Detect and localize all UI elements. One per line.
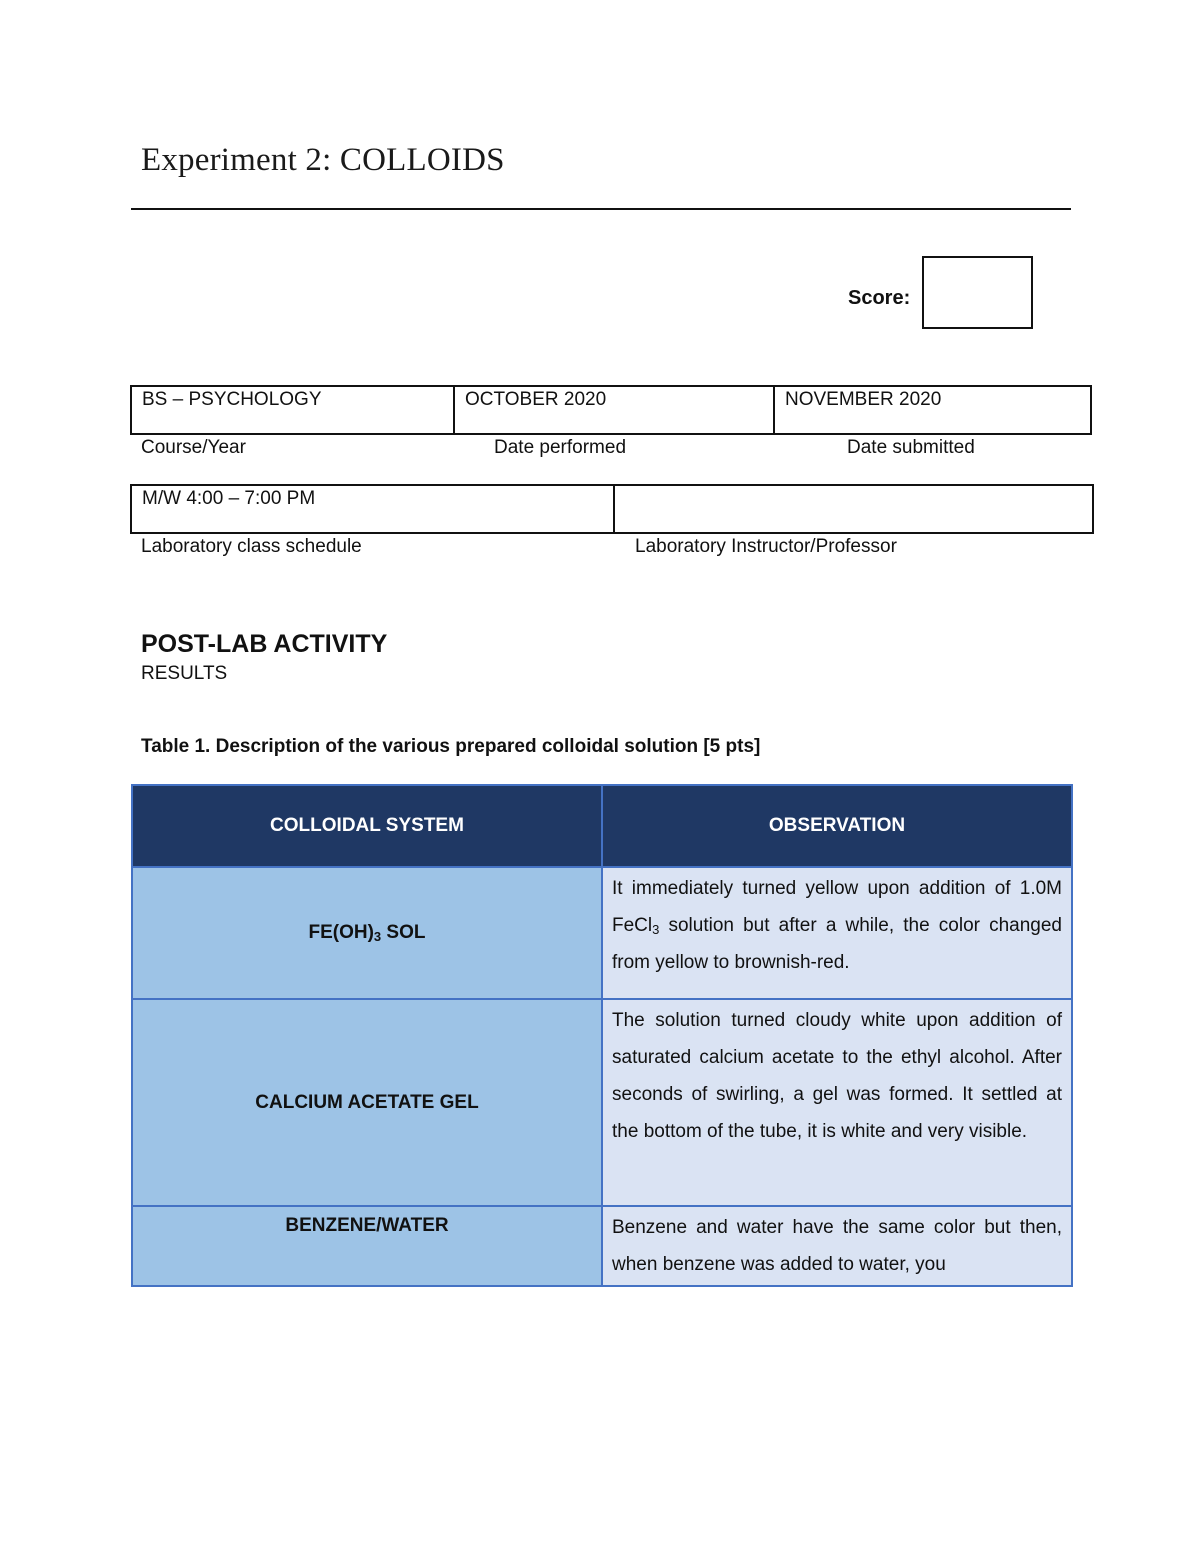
- date-submitted-label: Date submitted: [847, 437, 975, 458]
- section-subheading: RESULTS: [141, 663, 228, 684]
- schedule-value: M/W 4:00 – 7:00 PM: [142, 488, 316, 509]
- system-cell: CALCIUM ACETATE GEL: [132, 999, 602, 1206]
- table-row: [132, 1206, 1072, 1286]
- page-title: Experiment 2: COLLOIDS: [141, 142, 505, 178]
- score-label: Score:: [848, 287, 911, 309]
- observation-cell: The solution turned cloudy white upon addition of saturated calcium acetate to the ethyl alcohol. After seconds of swirling, a gel was formed. It settled at the bottom of the tube, it is white and very visible.: [602, 999, 1072, 1206]
- instructor-label: Laboratory Instructor/Professor: [635, 536, 897, 557]
- system-cell: $FE(OH)_3$ SOL: [132, 867, 602, 999]
- header-colloidal-system: COLLOIDAL SYSTEM: [132, 785, 602, 867]
- table-row: [132, 999, 1072, 1206]
- header-observation: OBSERVATION: [602, 785, 1072, 867]
- date-performed-label: Date performed: [494, 437, 627, 458]
- section-heading: POST-LAB ACTIVITY: [141, 630, 388, 658]
- score-box: [922, 256, 1033, 329]
- course-year-value: BS – PSYCHOLOGY: [142, 389, 322, 410]
- instructor-value: [613, 486, 1092, 532]
- date-submitted-value: NOVEMBER 2020: [773, 387, 1090, 433]
- title-divider: [131, 208, 1071, 210]
- schedule-label: Laboratory class schedule: [141, 536, 362, 557]
- system-cell: BENZENE/WATER: [132, 1206, 602, 1286]
- course-year-label: Course/Year: [141, 437, 246, 458]
- observation-cell: Benzene and water have the same color but then, when benzene was added to water, you: [602, 1206, 1072, 1286]
- results-table: [131, 784, 1073, 1287]
- observation-cell: It immediately turned yellow upon addition of 1.0M FeCl$_3$ solution but after a while, the color changed from yellow to brownish-red.: [602, 867, 1072, 999]
- info-row-course: [130, 385, 1092, 435]
- info-row-schedule: [130, 484, 1094, 534]
- date-performed-value: OCTOBER 2020: [453, 387, 773, 433]
- table-row: [132, 867, 1072, 999]
- table-caption: Table 1. Description of the various prepared colloidal solution [5 pts]: [141, 736, 761, 757]
- table-header-row: [132, 785, 1072, 867]
